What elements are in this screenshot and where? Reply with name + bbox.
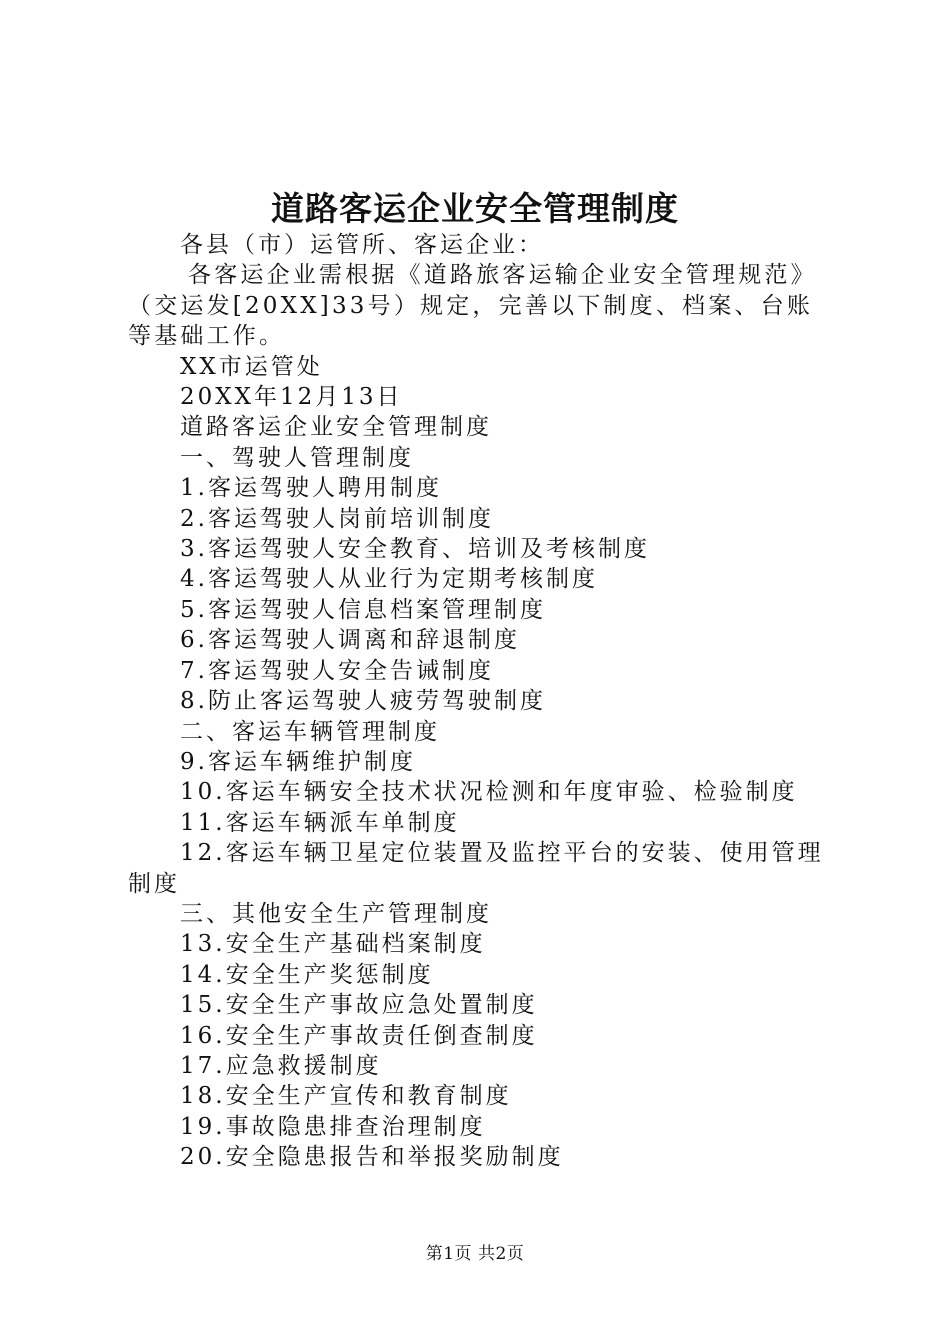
list-item: 11.客运车辆派车单制度: [180, 809, 460, 836]
list-item: 16.安全生产事故责任倒查制度: [180, 1022, 538, 1049]
list-item: 1.客运驾驶人聘用制度: [180, 475, 442, 502]
list-item: 5.客运驾驶人信息档案管理制度: [180, 596, 546, 623]
issuer: XX市运管处: [180, 353, 323, 380]
list-item: 19.事故隐患排查治理制度: [180, 1113, 486, 1140]
salutation: 各县（市）运管所、客运企业：: [180, 232, 544, 258]
document-body: [128, 230, 832, 1173]
list-item: 18.安全生产宣传和教育制度: [180, 1083, 512, 1110]
page-footer: 第1页 共2页: [425, 1244, 525, 1264]
list-item: 10.客运车辆安全技术状况检测和年度审验、检验制度: [180, 779, 798, 806]
list-item: 17.应急救援制度: [180, 1052, 382, 1079]
list-item: 6.客运驾驶人调离和辞退制度: [180, 627, 520, 654]
list-item: 13.安全生产基础档案制度: [180, 931, 486, 958]
document-title: 道路客运企业安全管理制度: [271, 189, 679, 228]
list-item: 20.安全隐患报告和举报奖励制度: [180, 1144, 564, 1171]
list-item: 4.客运驾驶人从业行为定期考核制度: [180, 566, 598, 593]
issue-date: 20XX年12月13日: [180, 384, 403, 411]
list-item: 8.防止客运驾驶人疲劳驾驶制度: [180, 688, 546, 715]
subtitle: 道路客运企业安全管理制度: [180, 414, 492, 441]
list-item: 3.客运驾驶人安全教育、培训及考核制度: [180, 536, 650, 563]
list-item: 12.客运车辆卫星定位装置及监控平台的安装、使用管理制度: [128, 840, 824, 897]
section-heading: 二、客运车辆管理制度: [180, 718, 440, 745]
list-item: 7.客运驾驶人安全告诫制度: [180, 657, 494, 684]
list-item: 15.安全生产事故应急处置制度: [180, 992, 538, 1019]
list-item: 9.客运车辆维护制度: [180, 748, 416, 775]
list-item: 14.安全生产奖惩制度: [180, 961, 434, 988]
section-heading: 三、其他安全生产管理制度: [180, 900, 492, 927]
list-item: 2.客运驾驶人岗前培训制度: [180, 505, 494, 532]
section-heading: 一、驾驶人管理制度: [180, 444, 414, 471]
intro-paragraph: 各客运企业需根据《道路旅客运输企业安全管理规范》（交运发[20XX]33号）规定，完善以下制度、档案、台账等基础工作。: [128, 262, 817, 350]
